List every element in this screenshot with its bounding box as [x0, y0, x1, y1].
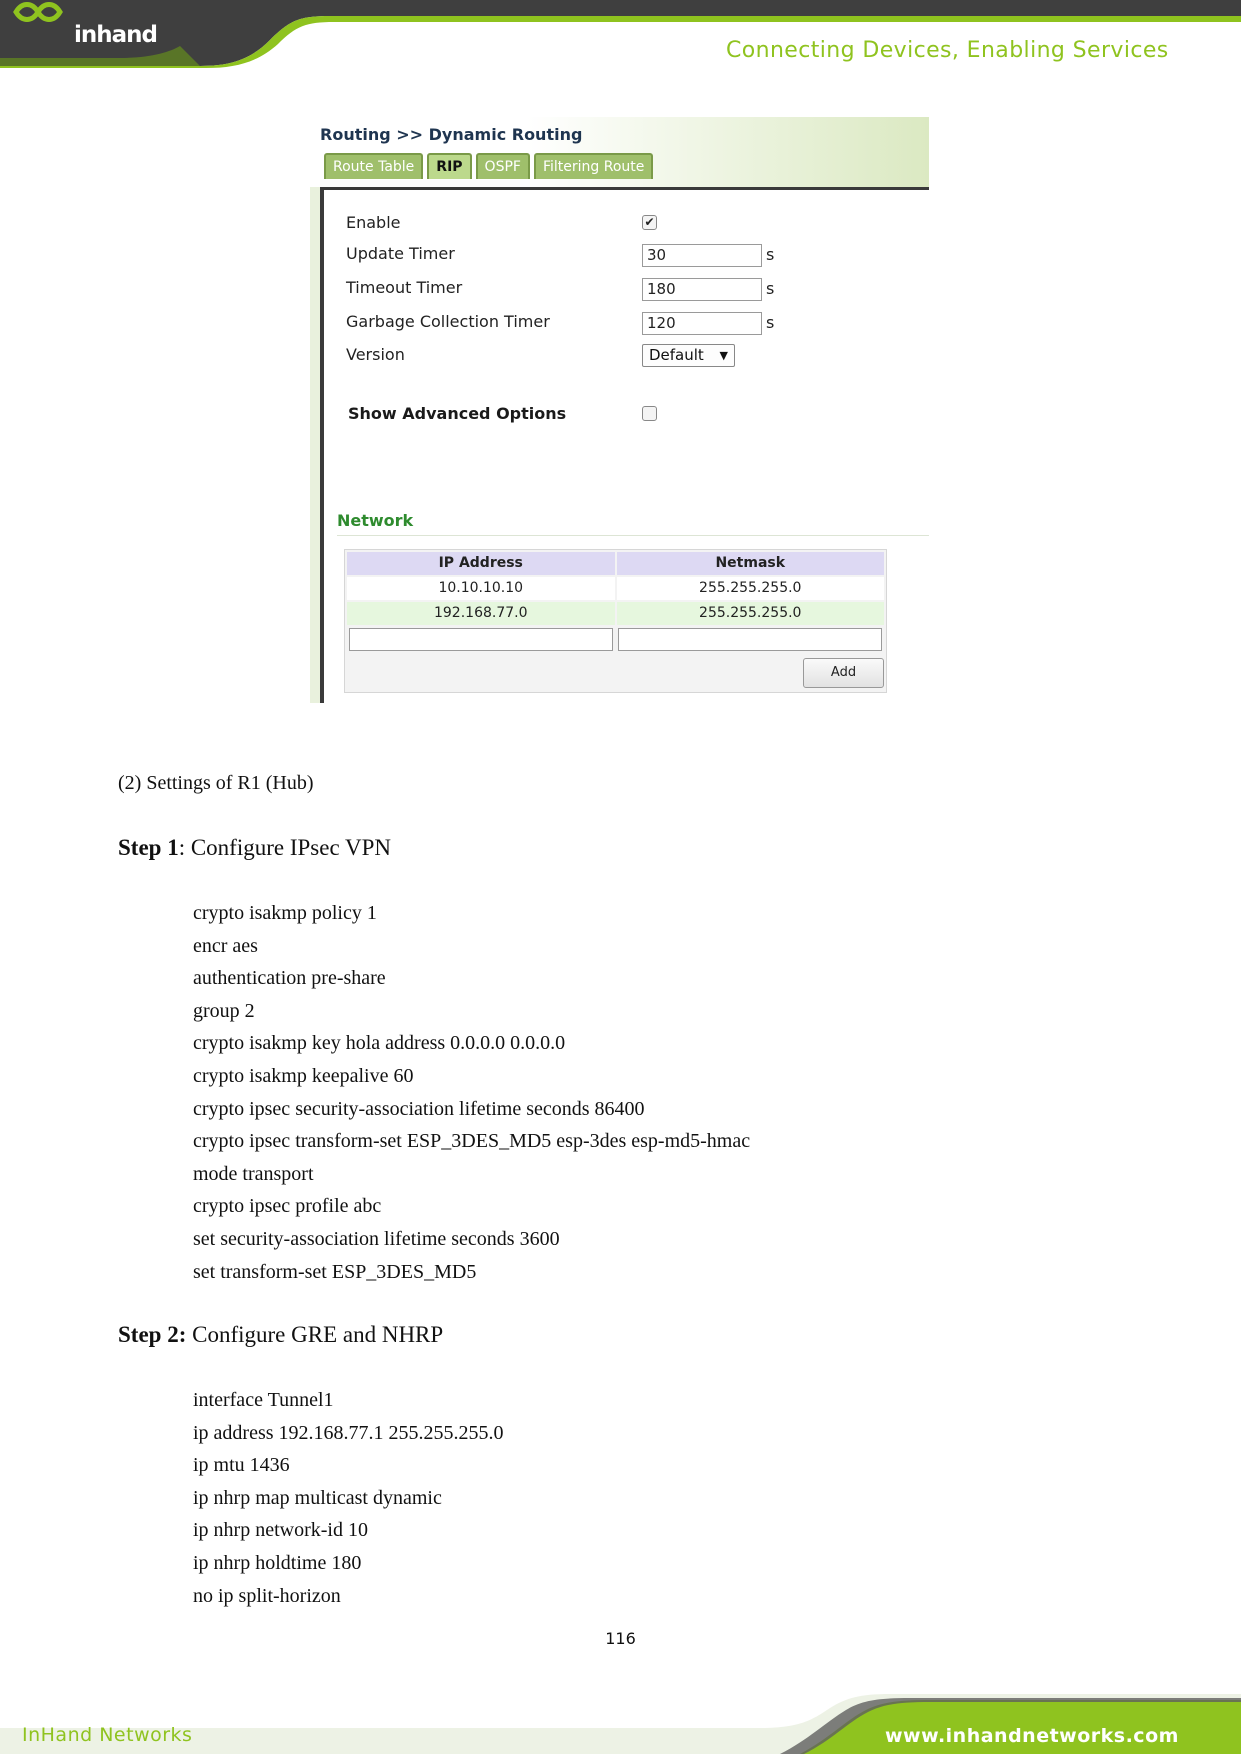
config-line: crypto isakmp key hola address 0.0.0.0 0.0.0.0: [193, 1032, 566, 1055]
column-header-ip: IP Address: [347, 552, 615, 575]
timeout-timer-input[interactable]: 180: [642, 278, 762, 301]
config-line: crypto ipsec security-association lifetime seconds 86400: [193, 1097, 645, 1120]
page-header: [0, 0, 1241, 70]
config-line: no ip split-horizon: [193, 1584, 341, 1607]
update-timer-unit: s: [766, 245, 775, 264]
step1-heading: [118, 835, 391, 861]
config-line: interface Tunnel1: [193, 1389, 334, 1411]
new-netmask-input[interactable]: [618, 628, 882, 651]
gc-timer-input[interactable]: 120: [642, 312, 762, 335]
step2-config-block: [193, 1384, 504, 1612]
step2-heading: [118, 1322, 443, 1348]
version-select[interactable]: [642, 344, 735, 367]
config-line: set transform-set ESP_3DES_MD5: [193, 1260, 477, 1283]
page-title: Routing >> Dynamic Routing: [320, 125, 583, 144]
table-row: [347, 577, 884, 600]
update-timer-input[interactable]: 30: [642, 244, 762, 267]
config-line: authentication pre-share: [193, 967, 386, 990]
config-line: mode transport: [193, 1162, 314, 1185]
update-timer-label: Update Timer: [346, 244, 455, 263]
add-button[interactable]: Add: [803, 658, 884, 688]
gc-timer-unit: s: [766, 313, 775, 332]
step1-config-block: [193, 897, 750, 1288]
config-line: crypto isakmp keepalive 60: [193, 1064, 414, 1087]
page-number: 116: [605, 1629, 636, 1648]
step2-prefix: Step 2:: [118, 1322, 187, 1347]
config-line: group 2: [193, 999, 255, 1022]
screenshot-header: [310, 117, 929, 187]
step1-prefix: Step 1: [118, 835, 179, 860]
enable-label: Enable: [346, 213, 401, 232]
row-ip: 10.10.10.10: [347, 577, 615, 600]
frame-side: [310, 187, 320, 703]
tab-filtering-route[interactable]: Filtering Route: [534, 153, 653, 179]
timeout-timer-label: Timeout Timer: [346, 278, 463, 297]
config-line: ip nhrp holdtime 180: [193, 1551, 362, 1574]
config-line: ip mtu 1436: [193, 1454, 290, 1477]
config-line: ip nhrp network-id 10: [193, 1519, 368, 1542]
column-header-netmask: Netmask: [617, 552, 885, 575]
config-line: crypto ipsec transform-set ESP_3DES_MD5 esp-3des esp-md5-hmac: [193, 1130, 751, 1153]
row-netmask: 255.255.255.0: [617, 577, 885, 600]
config-line: ip address 192.168.77.1 255.255.255.0: [193, 1421, 504, 1444]
new-ip-input[interactable]: [349, 628, 613, 651]
enable-checkbox[interactable]: ✔: [642, 215, 657, 230]
gc-timer-label: Garbage Collection Timer: [346, 312, 550, 331]
row-netmask: 255.255.255.0: [617, 602, 885, 625]
timeout-timer-unit: s: [766, 279, 775, 298]
version-value: Default: [649, 346, 704, 364]
config-line: set security-association lifetime seconds 3600: [193, 1227, 560, 1250]
inhand-logo-icon: [0, 0, 80, 52]
config-line: crypto isakmp policy 1: [193, 902, 377, 924]
step1-text: : Configure IPsec VPN: [178, 835, 392, 860]
config-line: crypto ipsec profile abc: [193, 1195, 382, 1218]
page-footer: [0, 1690, 1241, 1754]
step2-text: Configure GRE and NHRP: [186, 1322, 444, 1347]
table-row: [347, 602, 884, 625]
tab-ospf[interactable]: OSPF: [476, 153, 530, 179]
router-config-screenshot: [310, 117, 929, 703]
network-divider: [337, 535, 929, 536]
advanced-options-checkbox[interactable]: [642, 406, 657, 421]
chevron-down-icon: ▼: [719, 349, 728, 362]
routing-tabs: [324, 153, 653, 179]
logo-text: inhand: [74, 22, 157, 48]
advanced-options-label: Show Advanced Options: [348, 404, 567, 423]
row-ip: 192.168.77.0: [347, 602, 615, 625]
config-line: ip nhrp map multicast dynamic: [193, 1486, 442, 1509]
header-tagline: Connecting Devices, Enabling Services: [726, 38, 1169, 63]
tab-rip[interactable]: RIP: [427, 153, 471, 179]
section-subheading: (2) Settings of R1 (Hub): [118, 772, 314, 794]
version-label: Version: [346, 345, 405, 364]
network-title: Network: [337, 511, 414, 530]
tab-route-table[interactable]: Route Table: [324, 153, 423, 179]
table-header: [347, 552, 884, 575]
footer-brand: InHand Networks: [22, 1724, 193, 1746]
footer-url[interactable]: www.inhandnetworks.com: [885, 1725, 1179, 1747]
config-line: encr aes: [193, 934, 258, 957]
network-table: [344, 549, 887, 693]
